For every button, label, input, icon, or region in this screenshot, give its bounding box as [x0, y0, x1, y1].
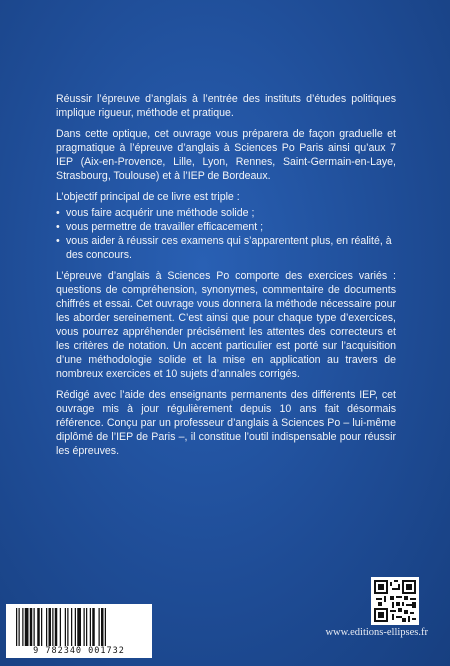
objective-list [56, 206, 396, 262]
qr-code-icon [374, 580, 416, 622]
qr-code [371, 577, 419, 625]
back-cover-text [56, 92, 396, 465]
exam-paragraph: L’épreuve d’anglais à Sciences Po comporte des exercices variés : questions de compréhension, synonymes, commentaire de documents chiffrés et essai. Cet ouvrage vous donnera la méthode nécessaire pour les aborder sereinement. C’est ainsi que pour chaque type d’exercices, vous pourrez appréhender précisément les attentes des correcteurs et les critères de notation. Un accent particulier est porté sur l’acquisition d’une méthodologie solide et la mise en application au travers de nombreux exercices et 10 sujets d’annales corrigés. [56, 270, 396, 380]
objective-paragraph: L’objectif principal de ce livre est triple : [56, 191, 240, 203]
intro-paragraph: Réussir l’épreuve d’anglais à l’entrée des instituts d’études politiques implique rigueur, méthode et pratique. [56, 93, 396, 119]
list-item: • vous permettre de travailler efficacement ; [56, 220, 396, 234]
barcode-number: 9 782340 001732 [33, 646, 125, 656]
author-paragraph: Rédigé avec l’aide des enseignants permanents des différents IEP, cet ouvrage mis à jour régulièrement depuis 10 ans fait désormais référence. Conçu par un professeur d’anglais à Sciences Po – lui-même diplômé de l’IEP de Paris –, il constitue l’outil indispensable pour réussir les épreuves. [56, 389, 396, 457]
publisher-website[interactable]: www.editions-ellipses.fr [325, 627, 428, 638]
approach-paragraph: Dans cette optique, cet ouvrage vous préparera de façon graduelle et pragmatique à l’épreuve d’anglais à Sciences Po Paris ainsi qu’aux 7 IEP (Aix-en-Provence, Lille, Lyon, Rennes, Saint-Germain-en-Laye, Strasbourg, Toulouse) et à l’IEP de Bordeaux. [56, 128, 396, 182]
barcode-bars-icon [14, 608, 144, 646]
barcode [6, 604, 152, 658]
list-item: • vous faire acquérir une méthode solide ; [56, 206, 396, 220]
list-item: • vous aider à réussir ces examens qui s’apparentent plus, en réalité, à des concours. [56, 234, 396, 262]
